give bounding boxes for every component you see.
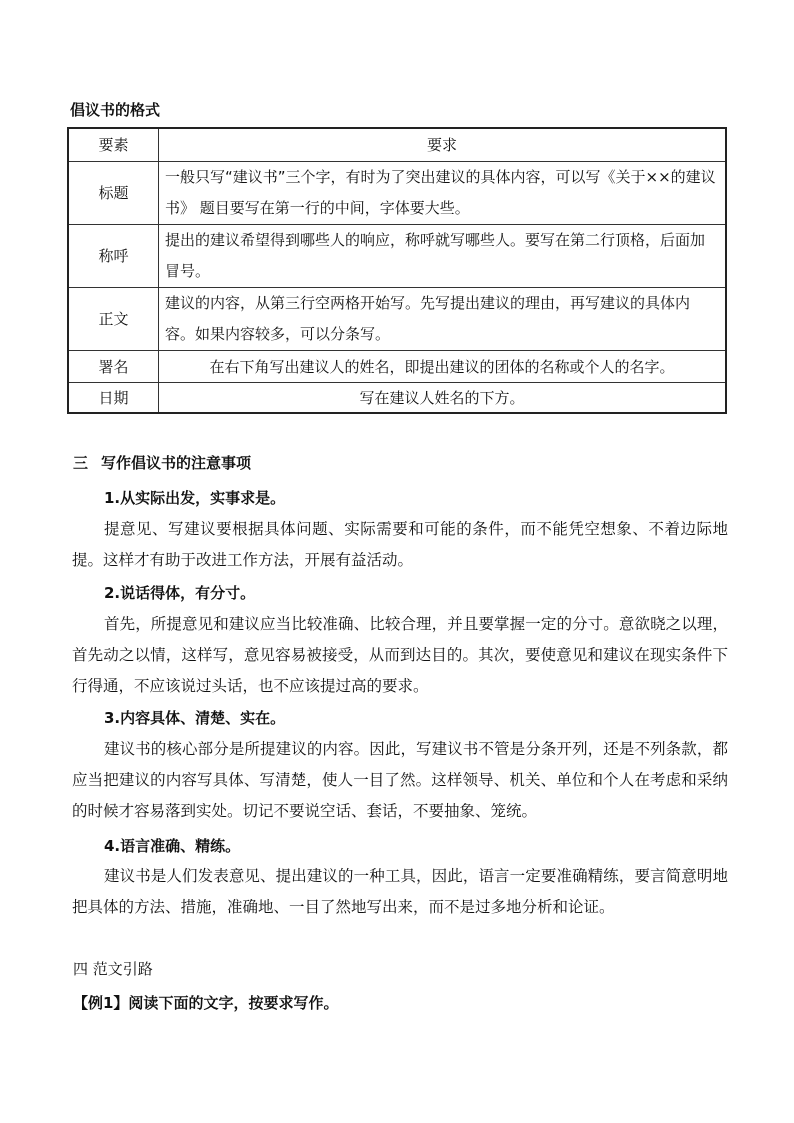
- row-requirement: 提出的建议希望得到哪些人的响应，称呼就写哪些人。要写在第二行顶格，后面加冒号。: [159, 224, 727, 287]
- section4-heading: 四 范文引路: [73, 960, 153, 978]
- format-table: [67, 127, 727, 414]
- row-requirement: 写在建议人姓名的下方。: [159, 382, 727, 413]
- point-heading: 3.内容具体、清楚、实在。: [104, 709, 286, 727]
- header-requirement: 要求: [159, 128, 727, 161]
- table-row: [68, 161, 726, 224]
- table-title: 倡议书的格式: [70, 101, 161, 119]
- row-element: 正文: [68, 287, 159, 350]
- header-element: 要素: [68, 128, 159, 161]
- row-requirement: 一般只写“建议书”三个字，有时为了突出建议的具体内容，可以写《关于××的建议书》 题目要写在第一行的中间，字体要大些。: [159, 161, 727, 224]
- row-element: 称呼: [68, 224, 159, 287]
- row-element: 标题: [68, 161, 159, 224]
- section3-title: 写作倡议书的注意事项: [101, 454, 252, 472]
- point-body: 提意见、写建议要根据具体问题、实际需要和可能的条件，而不能凭空想象、不着边际地提。这样才有助于改进工作方法，开展有益活动。: [72, 520, 728, 569]
- row-requirement: 建议的内容，从第三行空两格开始写。先写提出建议的理由，再写建议的具体内容。如果内容较多，可以分条写。: [159, 287, 727, 350]
- table-row: [68, 224, 726, 287]
- point-heading: 4.语言准确、精练。: [104, 837, 241, 855]
- example-heading: 【例1】阅读下面的文字，按要求写作。: [73, 994, 339, 1012]
- point-body: 首先，所提意见和建议应当比较准确、比较合理，并且要掌握一定的分寸。意欲晓之以理，首先动之以情，这样写，意见容易被接受，从而到达目的。其次，要使意见和建议在现实条件下行得通，不应该说过头话，也不应该提过高的要求。: [72, 615, 728, 695]
- section3-number: 三: [73, 454, 89, 472]
- table-header-row: [68, 128, 726, 161]
- point-body: 建议书是人们发表意见、提出建议的一种工具，因此，语言一定要准确精练，要言简意明地把具体的方法、措施，准确地、一目了然地写出来，而不是过多地分析和论证。: [72, 867, 728, 916]
- row-element: 日期: [68, 382, 159, 413]
- row-element: 署名: [68, 350, 159, 382]
- row-requirement: 在右下角写出建议人的姓名，即提出建议的团体的名称或个人的名字。: [159, 350, 727, 382]
- point-body: 建议书的核心部分是所提建议的内容。因此，写建议书不管是分条开列，还是不列条款，都应当把建议的内容写具体、写清楚，使人一目了然。这样领导、机关、单位和个人在考虑和采纳的时候才容易落到实处。切记不要说空话、套话，不要抽象、笼统。: [72, 740, 728, 820]
- section3-heading: [73, 452, 251, 474]
- point-heading: 2.说话得体，有分寸。: [104, 584, 256, 602]
- point-heading: 1.从实际出发，实事求是。: [104, 489, 286, 507]
- table-row: [68, 350, 726, 382]
- table-row: [68, 287, 726, 350]
- table-row: [68, 382, 726, 413]
